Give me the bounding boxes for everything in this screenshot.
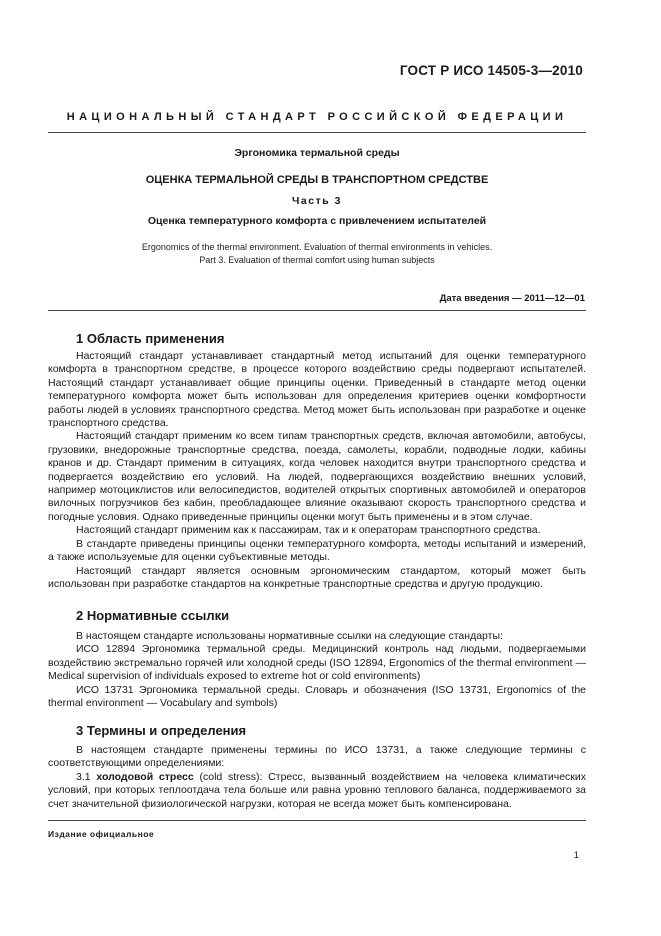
paragraph: Настоящий стандарт является основным эргономическим стандартом, который может быть использован при разработке стандартов на конкретные транспортные средства и другую продукцию.: [48, 564, 586, 590]
national-standard-title: НАЦИОНАЛЬНЫЙ СТАНДАРТ РОССИЙСКОЙ ФЕДЕРАЦИИ: [66, 111, 568, 123]
section-3-body: [48, 744, 586, 811]
footer-divider: [48, 820, 586, 821]
paragraph: Настоящий стандарт устанавливает стандартный метод испытаний для оценки температурного комфорта в транспортном средстве, в процессе которого воздействию среды подвергают испытателей. Настоящий стандарт устанавливает общие принципы оценки. Приведенный в стандарте метод оценки температурного комфорта может быть использован для определения критериев оценки комфортности работы людей в условиях транспортного средства. Метод может быть использован при разработке и оценке транспортного средства.: [48, 350, 586, 430]
page-number: 1: [573, 850, 579, 861]
part-label: Часть 3: [292, 195, 342, 207]
standard-code: ГОСТ Р ИСО 14505-3—2010: [399, 63, 583, 78]
paragraph: Настоящий стандарт применим ко всем типам транспортных средств, включая автомобили, автобусы, грузовики, внедорожные транспортные средства, поезда, самолеты, корабли, подводные лодки, кабины кранов и др. Стандарт применим в ситуациях, когда человек находится внутри транспортного средства и подвергается воздействию его условий. На людей, подвергающихся воздействию внешних условий, например мотоциклистов или велосипедистов, водителей открытых спортивных автомобилей и операторов вилочных погрузчиков без кабин, преобладающее влияние оказывают скорость транспортного средства и погодные условия. Однако приведенные принципы оценки могут быть применены и в этом случае.: [48, 430, 586, 523]
paragraph: В настоящем стандарте применены термины по ИСО 13731, а также следующие термины с соответствующими определениями:: [48, 744, 586, 770]
paragraph: В настоящем стандарте использованы нормативные ссылки на следующие стандарты:: [76, 630, 503, 642]
section-3-heading: 3 Термины и определения: [76, 723, 247, 738]
main-title: ОЦЕНКА ТЕРМАЛЬНОЙ СРЕДЫ В ТРАНСПОРТНОМ СРЕДСТВЕ: [145, 174, 489, 186]
paragraph: ИСО 12894 Эргономика термальной среды. Медицинский контроль над людьми, подвергаемыми воздействию экстремально горячей или холодной среды (ISO 12894, Ergonomics of the thermal environment — Medical supervision of individuals exposed to extreme hot or cold environments): [48, 643, 586, 683]
definition-number: 3.1: [76, 770, 91, 783]
official-edition-label: Издание официальное: [48, 829, 155, 839]
english-title-line-1: Ergonomics of the thermal environment. Evaluation of thermal environments in vehicles.: [141, 242, 493, 252]
divider: [48, 310, 586, 311]
definition-text: (cold stress): Стресс, вызванный воздействием на человека климатических условий, при которых теплоотдача тела больше или равна уровню теплового баланса, поддерживаемого за счет значительной физиологической нагрузки, которая не всегда может быть компенсирована.: [48, 770, 586, 810]
paragraph: Настоящий стандарт применим как к пассажирам, так и к операторам транспортного средства.: [76, 524, 541, 537]
divider: [48, 132, 586, 133]
paragraph: В стандарте приведены принципы оценки температурного комфорта, методы испытаний и измерений, а также используемые для оценки субъективные методы.: [48, 537, 586, 564]
paragraph: ИСО 13731 Эргономика термальной среды. Словарь и обозначения (ISO 13731, Ergonomics of the thermal environment — Vocabulary and symbols): [48, 683, 586, 710]
title-line-1: Эргономика термальной среды: [234, 147, 400, 159]
section-2-body: [48, 630, 586, 710]
english-title: [48, 241, 586, 267]
section-2-heading: 2 Нормативные ссылки: [76, 608, 230, 623]
english-title-line-2: Part 3. Evaluation of thermal comfort using human subjects: [199, 255, 435, 265]
section-1-heading: 1 Область применения: [76, 331, 225, 346]
definition: [48, 771, 586, 811]
subtitle: Оценка температурного комфорта с привлечением испытателей: [147, 215, 487, 227]
introduction-date: Дата введения — 2011—12—01: [439, 293, 585, 304]
section-1-body: [48, 350, 586, 591]
definition-term: холодовой стресс: [96, 770, 194, 783]
